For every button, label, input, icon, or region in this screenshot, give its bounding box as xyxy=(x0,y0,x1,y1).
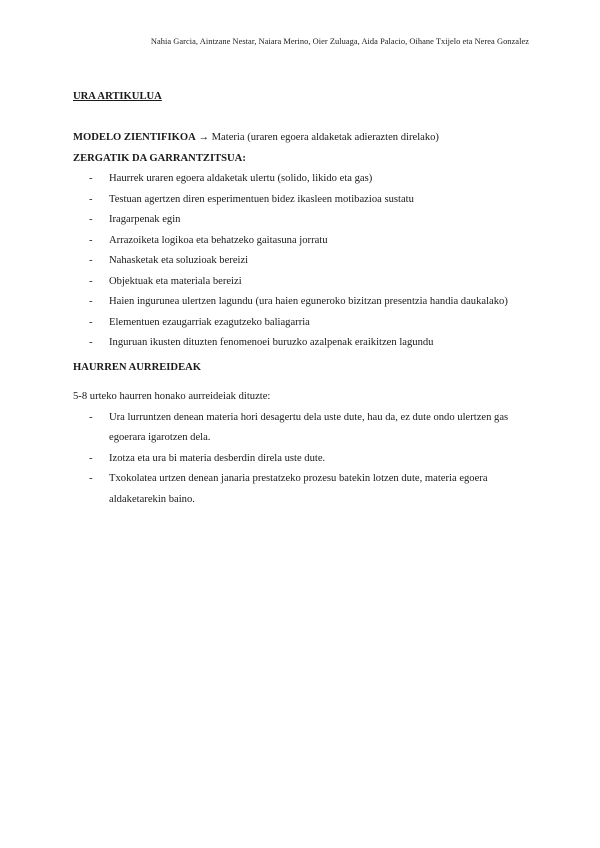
document-body xyxy=(73,87,533,510)
list-item: - Inguruan ikusten dituzten fenomenoei buruzko azalpenak eraikitzen lagundu xyxy=(73,333,533,354)
dash-bullet: - xyxy=(89,411,93,423)
modelo-line xyxy=(73,128,533,149)
dash-bullet: - xyxy=(89,337,93,348)
modelo-label: MODELO ZIENTIFIKOA xyxy=(73,132,196,143)
list-item: - Izotza eta ura bi materia desberdin direla uste dute. xyxy=(73,449,533,470)
list-item: - Haurrek uraren egoera aldaketak ulertu (solido, likido eta gas) xyxy=(73,169,533,190)
modelo-text: Materia (uraren egoera aldaketak adierazten direlako) xyxy=(211,132,439,143)
dash-bullet: - xyxy=(89,275,93,287)
dash-bullet: - xyxy=(89,316,93,328)
list-item: - Haien ingurunea ulertzen lagundu (ura haien eguneroko bizitzan presentzia handia daukalako) xyxy=(73,292,533,313)
dash-bullet: - xyxy=(89,173,93,184)
zergatik-heading: ZERGATIK DA GARRANTZITSUA: xyxy=(73,152,246,164)
zergatik-list xyxy=(73,169,533,354)
document-title: URA ARTIKULUA xyxy=(73,91,162,102)
dash-bullet: - xyxy=(89,255,93,266)
aurreideak-intro: 5-8 urteko haurren honako aurreideiak dituzte: xyxy=(73,391,271,402)
list-item: - Txokolatea urtzen denean janaria prestatzeko prozesu batekin lotzen dute, materia egoera aldaketarekin baino. xyxy=(73,469,533,510)
dash-bullet: - xyxy=(89,296,93,307)
dash-bullet: - xyxy=(89,473,93,484)
list-item: - Testuan agertzen diren esperimentuen bidez ikasleen motibazioa sustatu xyxy=(73,190,533,211)
dash-bullet: - xyxy=(89,193,93,205)
aurreideak-heading: HAURREN AURREIDEAK xyxy=(73,361,202,373)
dash-bullet: - xyxy=(89,214,93,225)
arrow-glyph: → xyxy=(195,132,212,143)
dash-bullet: - xyxy=(89,234,93,246)
list-item: - Ura lurruntzen denean materia hori desagertu dela uste dute, hau da, ez dute ondo ulertzen gas egoerara igarotzen dela. xyxy=(73,408,533,449)
list-item: - Elementuen ezaugarriak ezagutzeko baliagarria xyxy=(73,313,533,334)
aurreideak-list xyxy=(73,408,533,511)
list-item: - Arrazoiketa logikoa eta behatzeko gaitasuna jorratu xyxy=(73,231,533,252)
list-item: - Objektuak eta materiala bereizi xyxy=(73,272,533,293)
dash-bullet: - xyxy=(89,452,93,464)
list-item: - Iragarpenak egin xyxy=(73,210,533,231)
list-item: - Nahasketak eta soluzioak bereizi xyxy=(73,251,533,272)
header-authors: Nahia Garcia, Aintzane Nestar, Naiara Merino, Oier Zuluaga, Aida Palacio, Oihane Txijelo eta Nerea Gonzalez xyxy=(150,37,529,46)
